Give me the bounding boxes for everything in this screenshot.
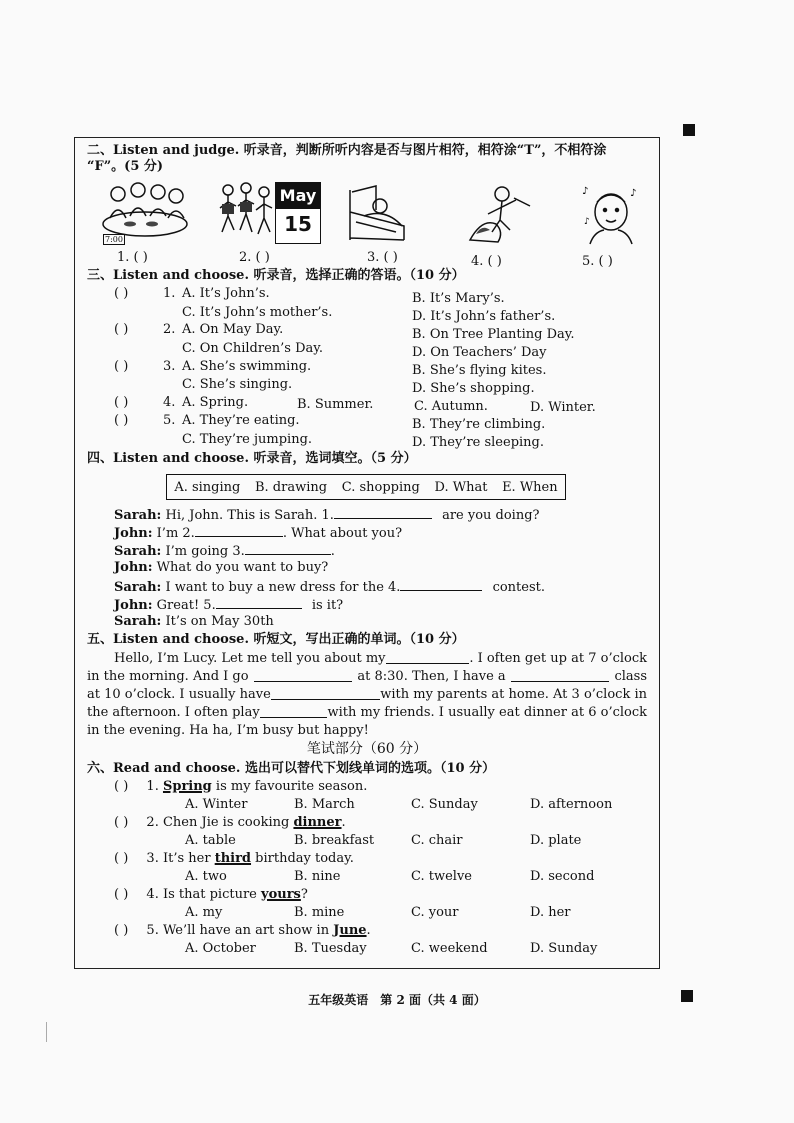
scan-mark <box>46 1022 47 1042</box>
line-text: I’m going 3. <box>165 544 245 559</box>
sec6-q4-opt-c: C. your <box>411 905 459 920</box>
word-option-d: D. What <box>434 479 488 495</box>
sec3-q1-b: B. It’s Mary’s. <box>412 291 505 306</box>
sec6-q2-opt-a: A. table <box>185 833 236 848</box>
sec3-q3-c: C. She’s singing. <box>182 377 293 392</box>
svg-text:♪: ♪ <box>582 186 589 197</box>
sec2-title-line1: 二、Listen and judge. 听录音，判断所听内容是否与图片相符，相符涂“T”，不相符涂 <box>87 143 607 158</box>
sec3-q2-d: D. On Teachers’ Day <box>412 345 547 360</box>
sec3-q3-num: 3. <box>163 359 176 374</box>
question-num: 1. <box>146 779 159 794</box>
sec3-q4-d: D. Winter. <box>530 400 596 415</box>
dialogue-line-5 <box>114 578 545 596</box>
question-post: is my favourite season. <box>211 779 368 794</box>
line-text-end: contest. <box>492 580 546 595</box>
calendar-picture <box>275 182 321 244</box>
sec6-title: 六、Read and choose. 选出可以替代下划线单词的选项。（10 分） <box>87 761 496 776</box>
passage-text: with my friends. I usually eat dinner at 6 o’clock <box>327 705 647 720</box>
sec6-q1-opt-b: B. March <box>294 797 355 812</box>
sec6-q1-opt-a: A. Winter <box>185 797 248 812</box>
sec3-q5-a: A. They’re eating. <box>182 413 300 428</box>
line-text: Hi, John. This is Sarah. 1. <box>165 508 334 523</box>
line-text: I’m 2. <box>156 526 195 541</box>
family-eating-picture <box>100 178 190 242</box>
passage-blank-3[interactable] <box>511 669 609 682</box>
word-bank <box>166 474 566 500</box>
sec6-q1-opt-d: D. afternoon <box>530 797 613 812</box>
sec3-q5-num: 5. <box>163 413 176 428</box>
sec3-q3-paren[interactable]: ( ) <box>114 359 129 374</box>
passage-line-4 <box>87 705 647 721</box>
corner-mark-top <box>683 124 695 136</box>
sec3-title: 三、Listen and choose. 听录音，选择正确的答语。（10 分） <box>87 268 465 283</box>
passage-text: Hello, I’m Lucy. Let me tell you about my <box>114 651 386 666</box>
clock-label: 7:00 <box>105 235 123 244</box>
sec2-title-line2: “F”。(5 分) <box>87 159 164 174</box>
line-text: I want to buy a new dress for the 4. <box>165 580 401 595</box>
sec3-q4-paren[interactable]: ( ) <box>114 395 129 410</box>
dialogue-line-7 <box>114 614 274 630</box>
sec3-q2-a: A. On May Day. <box>182 322 284 337</box>
sec6-q3-opt-d: D. second <box>530 869 595 884</box>
sec6-q2 <box>114 815 346 831</box>
sec3-q2-num: 2. <box>163 322 176 337</box>
sec4-title: 四、Listen and choose. 听录音，选词填空。（5 分） <box>87 451 417 466</box>
line-text: It’s on May 30th <box>165 614 274 629</box>
word-option-c: C. shopping <box>341 479 420 495</box>
sec3-q5-paren[interactable]: ( ) <box>114 413 129 428</box>
boy-climbing-picture <box>468 184 532 244</box>
sec3-q4-a: A. Spring. <box>182 395 249 410</box>
question-post: birthday today. <box>251 851 354 866</box>
speaker: John: <box>114 598 153 613</box>
sec3-q5-c: C. They’re jumping. <box>182 432 313 447</box>
passage-blank-4[interactable] <box>271 687 380 700</box>
question-pre: Is that picture <box>162 887 262 902</box>
speaker: John: <box>114 560 153 575</box>
passage-text: . I often get up at 7 o’clock <box>469 651 647 666</box>
sec6-q4 <box>114 887 308 903</box>
underlined-word: yours <box>261 887 301 902</box>
answer-blank-3[interactable] <box>245 542 331 555</box>
passage-text: class <box>614 669 647 684</box>
passage-line-5: in the evening. Ha ha, I’m busy but happy! <box>87 723 369 738</box>
dialogue-line-4 <box>114 560 328 576</box>
answer-blank-1[interactable] <box>334 506 432 519</box>
sec6-q5-opt-c: C. weekend <box>411 941 488 956</box>
passage-blank-5[interactable] <box>260 705 328 718</box>
word-option-e: E. When <box>502 479 558 495</box>
answer-paren[interactable]: ( ) <box>114 815 129 830</box>
sec6-q3-opt-b: B. nine <box>294 869 341 884</box>
sec6-q2-opt-d: D. plate <box>530 833 582 848</box>
girl-singing-picture <box>580 184 642 246</box>
speaker: Sarah: <box>114 614 162 629</box>
answer-blank-5[interactable] <box>216 596 302 609</box>
answer-blank-4[interactable] <box>400 578 482 591</box>
passage-text: the afternoon. I often play <box>87 705 260 720</box>
speaker: Sarah: <box>114 544 162 559</box>
sec3-q3-a: A. She’s swimming. <box>182 359 312 374</box>
speaker: John: <box>114 526 153 541</box>
sec3-q4-num: 4. <box>163 395 176 410</box>
dialogue-line-2 <box>114 524 402 542</box>
sec3-q1-paren[interactable]: ( ) <box>114 286 129 301</box>
sec3-q2-paren[interactable]: ( ) <box>114 322 129 337</box>
sec3-q1-c: C. It’s John’s mother’s. <box>182 305 333 320</box>
line-text-end: . What about you? <box>282 526 403 541</box>
judge-item-5[interactable]: 5. ( ) <box>582 254 613 269</box>
sec3-q2-b: B. On Tree Planting Day. <box>412 327 575 342</box>
question-num: 5. <box>146 923 159 938</box>
passage-line-1 <box>114 651 647 667</box>
sec6-q1 <box>114 779 367 795</box>
judge-item-2[interactable]: 2. ( ) <box>239 250 270 265</box>
answer-paren[interactable]: ( ) <box>114 779 129 794</box>
question-post: ? <box>300 887 308 902</box>
passage-line-3 <box>87 687 647 703</box>
speaker: Sarah: <box>114 508 162 523</box>
passage-text: with my parents at home. At 3 o’clock in <box>380 687 647 702</box>
underlined-word: Spring <box>162 779 212 794</box>
question-post: . <box>366 923 371 938</box>
sec3-q2-c: C. On Children’s Day. <box>182 341 324 356</box>
question-num: 2. <box>146 815 159 830</box>
sec3-q1-d: D. It’s John’s father’s. <box>412 309 556 324</box>
passage-text: in the morning. And I go <box>87 669 249 684</box>
line-text: What do you want to buy? <box>156 560 329 575</box>
passage-blank-2[interactable] <box>254 669 352 682</box>
word-option-a: A. singing <box>174 479 241 495</box>
sec6-q3-opt-a: A. two <box>185 869 227 884</box>
line-text-end: . <box>330 544 335 559</box>
sec6-q5-opt-d: D. Sunday <box>530 941 598 956</box>
sec6-q5-opt-a: A. October <box>185 941 256 956</box>
children-running-picture <box>218 180 274 242</box>
sec3-q4-b: B. Summer. <box>297 397 374 412</box>
sec3-q5-b: B. They’re climbing. <box>412 417 546 432</box>
judge-item-1[interactable]: 1. ( ) <box>117 250 148 265</box>
underlined-word: June <box>333 923 367 938</box>
passage-text: at 8:30. Then, I have a <box>357 669 506 684</box>
answer-paren[interactable]: ( ) <box>114 851 129 866</box>
underlined-word: dinner <box>293 815 342 830</box>
passage-line-2 <box>87 669 647 685</box>
sec6-q2-opt-c: C. chair <box>411 833 463 848</box>
question-num: 4. <box>146 887 159 902</box>
question-post: . <box>341 815 346 830</box>
answer-paren[interactable]: ( ) <box>114 887 129 902</box>
calendar-day: 15 <box>284 212 312 236</box>
sec3-q5-d: D. They’re sleeping. <box>412 435 544 450</box>
passage-blank-1[interactable] <box>386 651 470 664</box>
svg-text:♪: ♪ <box>584 217 590 227</box>
sec3-q4-c: C. Autumn. <box>414 399 488 414</box>
sec6-q4-opt-a: A. my <box>185 905 223 920</box>
question-num: 3. <box>146 851 159 866</box>
line-text-end: are you doing? <box>442 508 540 523</box>
sec3-q1-num: 1. <box>163 286 176 301</box>
judge-item-3[interactable]: 3. ( ) <box>367 250 398 265</box>
sec3-q3-b: B. She’s flying kites. <box>412 363 547 378</box>
question-pre: It’s her <box>162 851 215 866</box>
sec6-q4-opt-d: D. her <box>530 905 571 920</box>
boy-in-bed-picture <box>346 182 408 244</box>
word-option-b: B. drawing <box>254 479 328 495</box>
sec6-q5-opt-b: B. Tuesday <box>294 941 367 956</box>
judge-item-4[interactable]: 4. ( ) <box>471 254 502 269</box>
sec3-q1-a: A. It’s John’s. <box>182 286 270 301</box>
sec6-q1-opt-c: C. Sunday <box>411 797 478 812</box>
dialogue-line-3 <box>114 542 335 560</box>
question-pre: We’ll have an art show in <box>162 923 334 938</box>
sec6-q2-opt-b: B. breakfast <box>294 833 375 848</box>
line-text-end: is it? <box>311 598 344 613</box>
written-part-heading: 笔试部分（60 分） <box>306 741 428 757</box>
speaker: Sarah: <box>114 580 162 595</box>
sec6-q4-opt-b: B. mine <box>294 905 345 920</box>
dialogue-line-6 <box>114 596 343 614</box>
question-pre: Chen Jie is cooking <box>162 815 294 830</box>
sec5-title: 五、Listen and choose. 听短文，写出正确的单词。（10 分） <box>87 632 465 647</box>
underlined-word: third <box>214 851 252 866</box>
answer-paren[interactable]: ( ) <box>114 923 129 938</box>
answer-blank-2[interactable] <box>195 524 283 537</box>
sec3-q3-d: D. She’s shopping. <box>412 381 535 396</box>
calendar-month: May <box>276 183 320 209</box>
sec6-q3-opt-c: C. twelve <box>411 869 472 884</box>
svg-text:♪: ♪ <box>630 188 637 199</box>
dialogue-line-1 <box>114 506 540 524</box>
sec6-q5 <box>114 923 371 939</box>
passage-text: at 10 o’clock. I usually have <box>87 687 271 702</box>
page-footer: 五年级英语 第 2 面（共 4 面） <box>308 993 486 1007</box>
sec6-q3 <box>114 851 354 867</box>
line-text: Great! 5. <box>156 598 216 613</box>
